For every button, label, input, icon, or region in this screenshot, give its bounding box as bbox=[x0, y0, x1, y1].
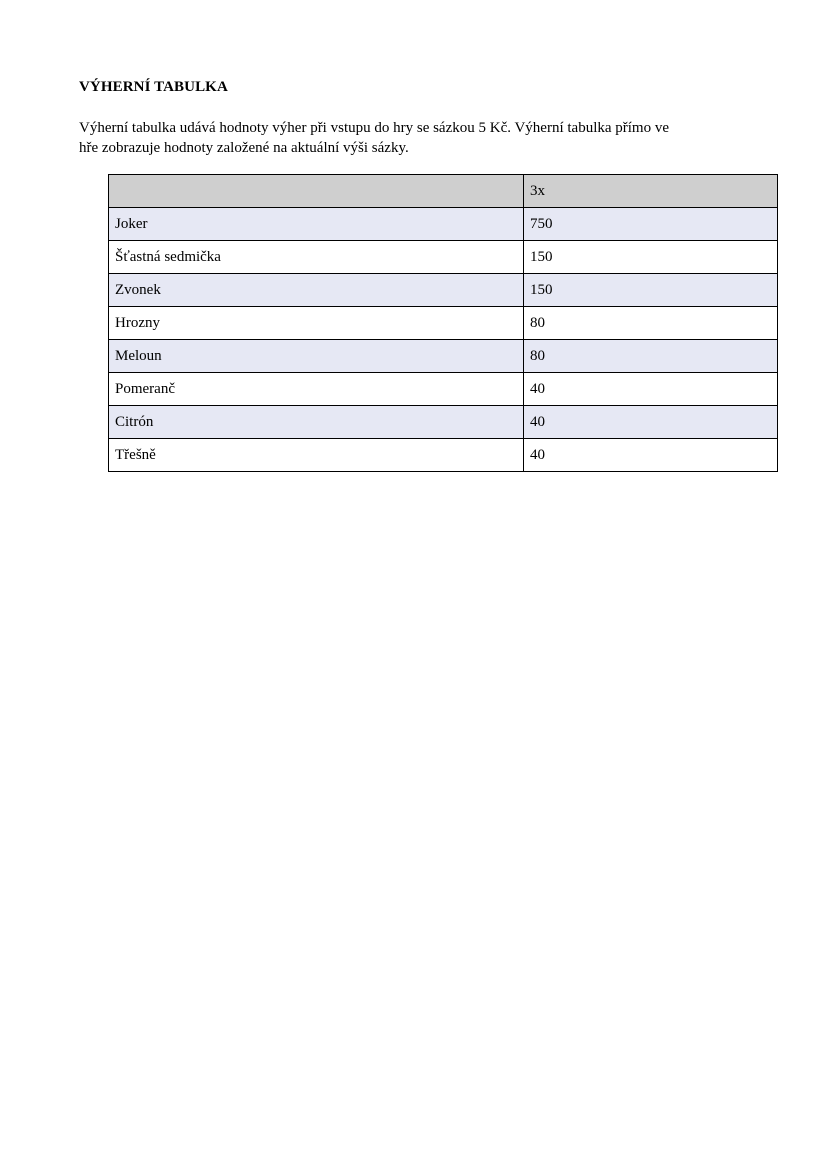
table-row bbox=[109, 274, 778, 307]
table-row bbox=[109, 241, 778, 274]
paytable-body bbox=[109, 208, 778, 472]
payout-value-cell: 40 bbox=[524, 439, 778, 472]
symbol-name-cell: Meloun bbox=[115, 347, 162, 364]
symbol-name-cell: Zvonek bbox=[115, 281, 161, 298]
table-row bbox=[109, 373, 778, 406]
payout-value-cell: 40 bbox=[524, 373, 778, 406]
payout-value-cell: 150 bbox=[524, 274, 778, 307]
paytable-header bbox=[109, 175, 778, 208]
intro-line-1: Výherní tabulka udává hodnoty výher při vstupu do hry se sázkou 5 Kč. Výherní tabulka přímo ve bbox=[79, 120, 670, 136]
symbol-name-cell: Hrozny bbox=[115, 314, 160, 331]
table-row bbox=[109, 439, 778, 472]
table-row bbox=[109, 307, 778, 340]
payout-value-cell: 80 bbox=[524, 307, 778, 340]
payout-value-cell: 40 bbox=[524, 406, 778, 439]
table-row bbox=[109, 208, 778, 241]
header-multiplier-cell: 3x bbox=[524, 175, 778, 208]
paytable-header-row bbox=[109, 175, 778, 208]
document-title: VÝHERNÍ TABULKA bbox=[79, 79, 228, 95]
symbol-name-cell: Citrón bbox=[115, 413, 154, 430]
symbol-name-cell: Šťastná sedmička bbox=[115, 248, 221, 265]
payout-value-cell: 750 bbox=[524, 208, 778, 241]
table-row bbox=[109, 340, 778, 373]
header-symbol-cell bbox=[109, 175, 524, 208]
symbol-name-cell: Joker bbox=[115, 215, 148, 232]
intro-line-2: hře zobrazuje hodnoty založené na aktuální výši sázky. bbox=[79, 140, 409, 156]
payout-value-cell: 80 bbox=[524, 340, 778, 373]
intro-paragraph bbox=[79, 118, 769, 158]
symbol-name-cell: Pomeranč bbox=[115, 380, 175, 397]
payout-value-cell: 150 bbox=[524, 241, 778, 274]
symbol-name-cell: Třešně bbox=[115, 446, 156, 463]
table-row bbox=[109, 406, 778, 439]
paytable bbox=[108, 174, 778, 472]
